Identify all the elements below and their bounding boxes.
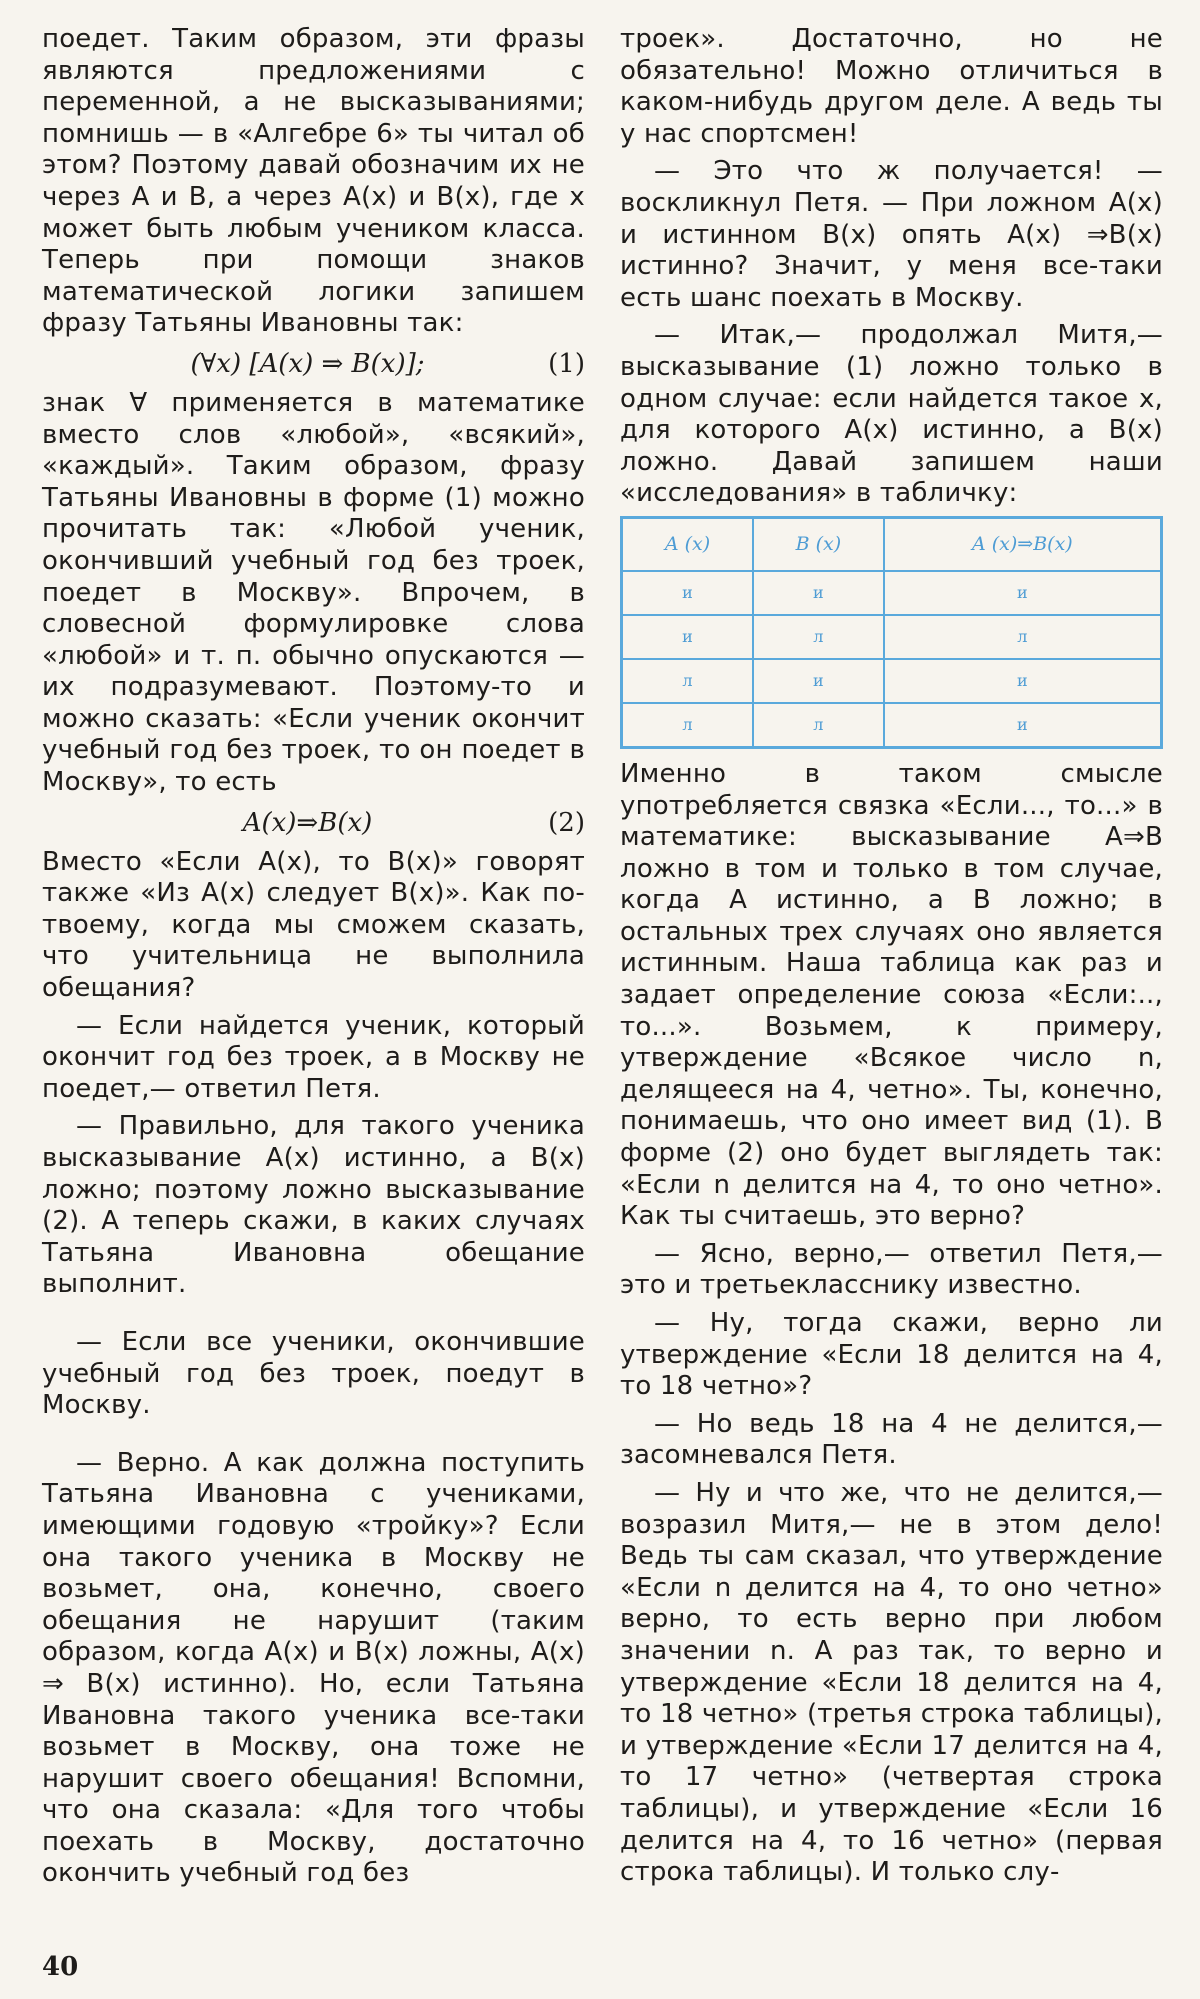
left-paragraph-1: поедет. Таким образом, эти фразы являются предложениями с переменной, а не высказываниями; помнишь — в «Алгебре 6» ты читал об этом? Поэтому давай обозначим их не через A и B, а через A(x) и B(x), где x может быть любым учеником класса. Теперь при помощи знаков математической логики запишем фразу Татьяны Ивановны так: <box>42 24 585 339</box>
truth-table-cell: и <box>753 659 884 703</box>
truth-table-header-implication: A (x)⇒B(x) <box>884 517 1162 571</box>
right-paragraph-1: троек». Достаточно, но не обязательно! Можно отличиться в каком-нибудь другом деле. А ведь ты у нас спортсмен! <box>620 24 1163 149</box>
right-paragraph-6: — Ну, тогда скажи, верно ли утверждение «Если 18 делится на 4, то 18 четно»? <box>620 1308 1163 1402</box>
left-paragraph-7: — Верно. А как должна поступить Татьяна Ивановна с учениками, имеющими годовую «тройку»? Если она такого ученика в Москву не возьмет, она, конечно, своего обещания не нарушит (таким образом, когда A(x) и B(x) ложны, A(x) ⇒ B(x) истинно). Но, если Татьяна Ивановна такого ученика все-таки возьмет в Москву, она тоже не нарушит своего обещания! Вспомни, что она сказала: «Для того чтобы поехать в Москву, достаточно окончить учебный год без <box>42 1447 585 1889</box>
formula-1 <box>42 346 585 382</box>
formula-1-number: (1) <box>548 348 585 379</box>
truth-table-cell: и <box>884 703 1162 748</box>
right-paragraph-2: — Это что ж получается! — воскликнул Петя. — При ложном A(x) и истинном B(x) опять A(x) ⇒B(x) истинно? Значит, у меня все-таки есть шанс поехать в Москву. <box>620 156 1163 313</box>
formula-1-expression: (∀x) [A(x) ⇒ B(x)]; <box>190 348 425 379</box>
formula-2-expression: A(x)⇒B(x) <box>242 807 373 838</box>
truth-table-row <box>622 571 1162 615</box>
right-paragraph-8: — Ну и что же, что не делится,— возразил Митя,— не в этом дело! Ведь ты сам сказал, что утверждение «Если n делится на 4, то оно четно» верно, то есть верно при любом значении n. А раз так, то верно и утверждение «Если 18 делится на 4, то 18 четно» (третья строка таблицы), и утверждение «Если 17 делится на 4, то 17 четно» (четвертая строка таблицы), и утверждение «Если 16 делится на 4, то 16 четно» (первая строка таблицы). И только слу- <box>620 1477 1163 1888</box>
truth-table-cell: и <box>622 571 753 615</box>
truth-table-cell: л <box>753 615 884 659</box>
truth-table-cell: л <box>884 615 1162 659</box>
truth-table-header-row <box>622 517 1162 571</box>
truth-table-cell: и <box>753 571 884 615</box>
left-paragraph-4: — Если найдется ученик, который окончит год без троек, а в Москву не поедет,— ответил Петя. <box>42 1010 585 1104</box>
right-paragraph-7: — Но ведь 18 на 4 не делится,— засомневался Петя. <box>620 1408 1163 1471</box>
truth-table-row <box>622 703 1162 748</box>
truth-table-cell: л <box>622 703 753 748</box>
truth-table-cell: л <box>753 703 884 748</box>
left-paragraph-3: Вместо «Если A(x), то B(x)» говорят также «Из A(x) следует B(x)». Как по-твоему, когда мы сможем сказать, что учительница не выполнила обещания? <box>42 846 585 1004</box>
right-paragraph-4: Именно в таком смысле употребляется связка «Если..., то...» в математике: высказывание A⇒B ложно в том и только в том случае, когда A истинно, а B ложно; в остальных трех случаях оно является истинным. Наша таблица как раз и задает определение союза «Если:.., то...». Возьмем, к примеру, утверждение «Всякое число n, делящееся на 4, четно». Ты, конечно, понимаешь, что оно имеет вид (1). В форме (2) оно будет выглядеть так: «Если n делится на 4, то оно четно». Как ты считаешь, это верно? <box>620 758 1163 1232</box>
formula-2 <box>42 805 585 841</box>
truth-table <box>620 516 1163 749</box>
truth-table-row <box>622 659 1162 703</box>
formula-2-number: (2) <box>548 807 585 838</box>
left-column <box>42 24 585 1896</box>
truth-table-cell: и <box>884 571 1162 615</box>
right-column <box>620 24 1163 1895</box>
left-paragraph-2: знак ∀ применяется в математике вместо слов «любой», «всякий», «каждый». Таким образом, фразу Татьяны Ивановны в форме (1) можно прочитать так: «Любой ученик, окончивший учебный год без троек, поедет в Москву». Впрочем, в словесной формулировке слова «любой» и т. п. обычно опускаются — их подразумевают. Поэтому-то и можно сказать: «Если ученик окончит учебный год без троек, то он поедет в Москву», то есть <box>42 387 585 798</box>
truth-table-row <box>622 615 1162 659</box>
right-paragraph-5: — Ясно, верно,— ответил Петя,— это и третьекласснику известно. <box>620 1238 1163 1301</box>
left-paragraph-6: — Если все ученики, окончившие учебный год без троек, поедут в Москву. <box>42 1326 585 1421</box>
truth-table-cell: и <box>884 659 1162 703</box>
truth-table-cell: л <box>622 659 753 703</box>
truth-table-cell: и <box>622 615 753 659</box>
left-paragraph-5: — Правильно, для такого ученика высказывание A(x) истинно, а B(x) ложно; поэтому ложно высказывание (2). А теперь скажи, в каких случаях Татьяна Ивановна обещание выполнит. <box>42 1111 585 1300</box>
truth-table-header-a: A (x) <box>622 517 753 571</box>
page-number: 40 <box>42 1952 79 1982</box>
truth-table-header-b: B (x) <box>753 517 884 571</box>
right-paragraph-3: — Итак,— продолжал Митя,— высказывание (1) ложно только в одном случае: если найдется такое x, для которого A(x) истинно, а B(x) ложно. Давай запишем наши «исследования» в табличку: <box>620 320 1163 509</box>
